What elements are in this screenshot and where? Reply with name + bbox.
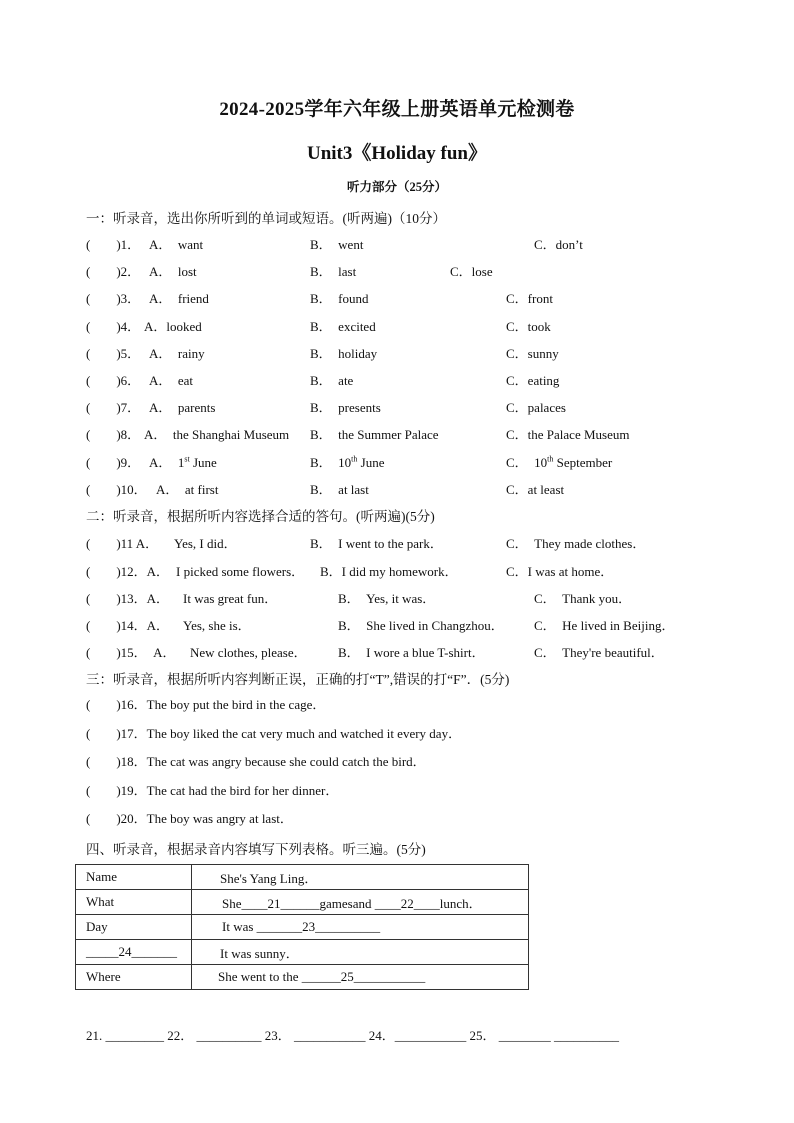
table-row [76,865,529,890]
option-a: A．looked [144,319,202,334]
option-b: B． presents [310,400,381,415]
question-number: ( )4． [86,319,141,334]
option-c: C．lose [450,264,493,279]
option-a-month: June [189,455,217,470]
option-b: B． She lived in Changzhou． [338,618,504,633]
option-c: C． He lived in Beijing． [534,618,675,633]
row-value: It was sunny． [192,940,529,965]
option-b: B． excited [310,319,376,334]
option-c: C．front [506,291,553,306]
question-number: ( )11 A． [86,536,159,551]
question-number: ( )10． [86,482,147,497]
statement-item: ( )18．The cat was angry because she could catch the bird． [86,754,426,769]
option-c: C．took [506,319,551,334]
section4-heading: 四、听录音，根据录音内容填写下列表格。听三遍。(5分) [86,842,426,857]
option-b: B． found [310,291,369,306]
option-c: C．don’t [534,237,583,252]
option-b: B． last [310,264,357,279]
option-c: C．at least [506,482,565,497]
question-number: ( )2． [86,264,141,279]
option-a: It was great fun． [183,591,278,606]
row-label: What [76,890,192,915]
ordinal-suffix: th [351,454,358,464]
table-row [76,965,529,990]
option-a: Yes, I did． [174,536,237,551]
option-c: C．I was at home． [506,564,614,579]
option-b: B． holiday [310,346,378,361]
option-b: B． Yes, it was． [338,591,436,606]
table-row [76,915,529,940]
row-value[interactable]: It was _______23__________ [192,915,529,940]
option-a: A． rainy [149,346,205,361]
option-c: C． They made clothes． [506,536,646,551]
section3-heading: 三：听录音，根据所听内容判断正误，正确的打“T”,错误的打“F”．(5分) [86,672,510,687]
row-value[interactable]: She____21______gamesand ____22____lunch． [192,890,529,915]
option-c: C． Thank you． [534,591,632,606]
statement-item: ( )17．The boy liked the cat very much and watched it every day． [86,726,462,741]
statement-item: ( )20．The boy was angry at last． [86,811,293,826]
row-label[interactable]: _____24_______ [76,940,192,965]
row-label: Where [76,965,192,990]
question-number: ( )15． A． [86,645,176,660]
option-a: New clothes, please． [190,645,307,660]
option-b-month: June [357,455,385,470]
option-a: Yes, she is． [183,618,251,633]
option-b [310,452,385,471]
option-a: A． eat [149,373,194,388]
option-b: B． I went to the park． [310,536,443,551]
option-c: C．eating [506,373,560,388]
option-b: B．I did my homework． [320,564,458,579]
option-c: C． They're beautiful． [534,645,664,660]
question-number: ( )14．A． [86,618,170,633]
option-c-month: September [553,455,613,470]
option-a: A． at first [156,482,219,497]
row-label: Name [76,865,192,890]
ordinal-suffix: st [184,454,190,464]
option-c [506,452,612,471]
option-b: B． I wore a blue T-shirt． [338,645,485,660]
table-row [76,890,529,915]
section1-heading: 一：听录音，选出你所听到的单词或短语。(听两遍)（10分） [86,211,446,226]
row-value: She's Yang Ling． [192,865,529,890]
section2-heading: 二：听录音，根据所听内容选择合适的答句。(听两遍)(5分) [86,509,435,524]
statement-item: ( )19．The cat had the bird for her dinner． [86,783,339,798]
row-value[interactable]: She went to the ______25___________ [192,965,529,990]
table-row [76,940,529,965]
option-b: B． ate [310,373,354,388]
question-number: ( )9． [86,455,141,470]
question-number: ( )1． [86,237,141,252]
option-a: A． want [149,237,204,252]
document-title: 2024-2025学年六年级上册英语单元检测卷 [219,99,575,120]
option-b: B． went [310,237,364,252]
option-a [149,452,217,471]
question-number: ( )13．A． [86,591,170,606]
option-a-text: A． 1 [149,455,185,470]
option-c: C．sunny [506,346,559,361]
answer-blanks[interactable]: 21. _________ 22． __________ 23． ___________ 24．___________ 25． ________ __________ [86,1028,619,1043]
part-title: 听力部分（25分） [346,180,447,194]
row-label: Day [76,915,192,940]
option-a: I picked some flowers． [176,564,305,579]
option-a: A． parents [149,400,216,415]
option-c: C．the Palace Museum [506,427,630,442]
question-number: ( )6． [86,373,141,388]
option-a: A． lost [149,264,197,279]
option-b: B． the Summer Palace [310,427,439,442]
unit-title: Unit3《Holiday fun》 [306,143,487,164]
option-b-text: B． 10 [310,455,352,470]
option-a: A． friend [149,291,209,306]
option-a: A． the Shanghai Museum [144,427,290,442]
ordinal-suffix: th [547,454,554,464]
question-number: ( )12．A． [86,564,170,579]
option-b: B． at last [310,482,369,497]
option-c: C．palaces [506,400,566,415]
question-number: ( )8． [86,427,141,442]
question-number: ( )7． [86,400,141,415]
option-c-text: C． 10 [506,455,548,470]
question-number: ( )3． [86,291,141,306]
fill-in-table [75,864,529,990]
question-number: ( )5． [86,346,141,361]
statement-item: ( )16．The boy put the bird in the cage． [86,697,326,712]
